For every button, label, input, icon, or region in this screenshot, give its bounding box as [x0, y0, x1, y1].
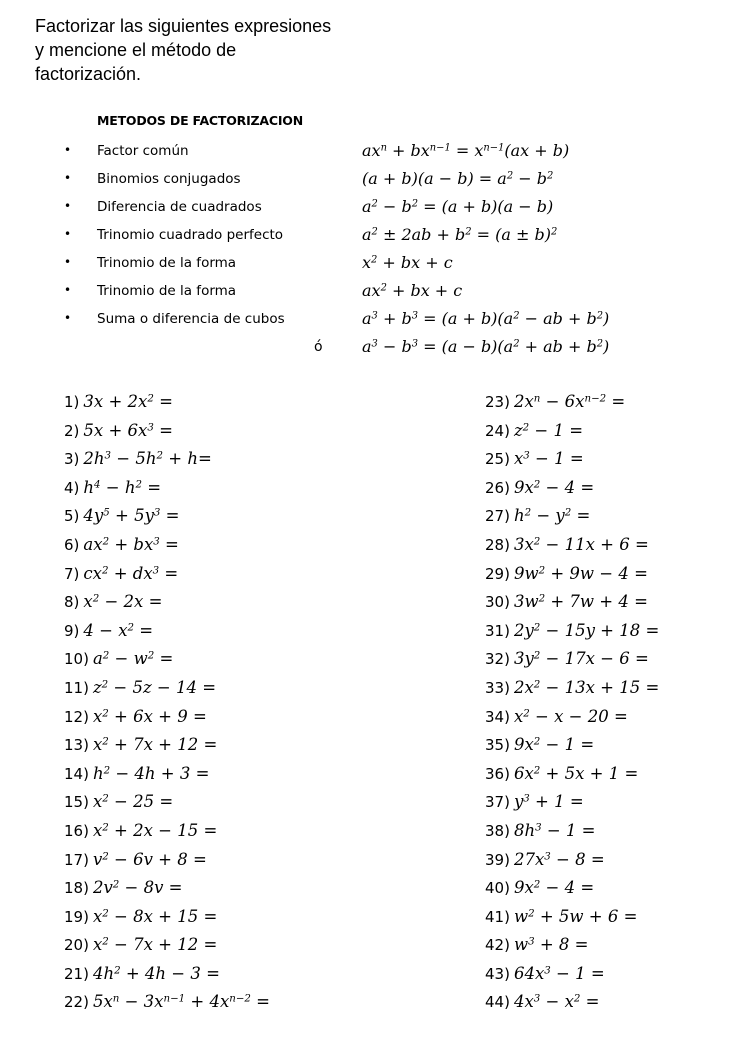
method-name: Factor común: [97, 143, 189, 159]
exercise-item: [64, 707, 270, 736]
exercise-number: 21): [64, 964, 89, 983]
exercise-expression: $2h^3 - 5h^2 + h=$: [83, 449, 212, 469]
instructions-line: Factorizar las siguientes expresiones: [35, 16, 332, 36]
exercise-number: 4): [64, 478, 80, 497]
exercise-expression: $h^2 - y^2$ =: [513, 506, 591, 526]
exercise-item: [64, 535, 270, 564]
exercise-expression: $x^2 - 25$ =: [92, 792, 174, 812]
exercise-number: 20): [64, 936, 89, 955]
method-item: [0, 227, 735, 255]
exercise-item: [64, 935, 270, 964]
exercise-expression: $x^2 + 7x + 12$ =: [92, 735, 218, 755]
exercise-item: [485, 449, 659, 478]
exercise-expression: $4 - x^2$ =: [83, 620, 154, 640]
exercise-item: [64, 821, 270, 850]
exercise-item: [485, 649, 659, 678]
exercise-expression: $2v^2 - 8v$ =: [92, 878, 183, 898]
exercise-expression: $64x^3 - 1$ =: [513, 963, 605, 983]
method-formula: $a^3 + b^3 = (a + b)(a^2$ − ab + $b^2$): [362, 309, 610, 328]
exercise-expression: $z^2 - 5z - 14$ =: [92, 677, 217, 697]
method-formula: $(a + b)(a - b) = a^2 - b^2$: [362, 169, 554, 188]
exercise-expression: $2y^2 - 15y + 18$ =: [513, 620, 660, 640]
exercise-item: [64, 506, 270, 535]
exercise-item: [485, 992, 659, 1021]
exercises-left-column: [64, 392, 270, 1021]
exercise-number: 13): [64, 736, 89, 755]
instructions: [35, 14, 435, 86]
exercise-number: 6): [64, 535, 80, 554]
methods-title: METODOS DE FACTORIZACION: [97, 113, 303, 128]
exercise-expression: $x^3 - 1$ =: [513, 449, 584, 469]
exercise-number: 2): [64, 421, 80, 440]
exercise-item: [485, 535, 659, 564]
method-formula: $a^2 \pm 2ab + b^2 = (a \pm b)^2$: [362, 225, 558, 244]
exercise-item: [64, 621, 270, 650]
exercise-expression: $v^2 - 6v + 8$ =: [92, 849, 207, 869]
method-name: Trinomio de la forma: [97, 255, 237, 271]
exercise-number: 9): [64, 621, 80, 640]
exercise-number: 26): [485, 478, 510, 497]
exercise-number: 17): [64, 850, 89, 869]
exercise-item: [485, 792, 659, 821]
exercise-item: [64, 850, 270, 879]
method-item: [0, 143, 735, 171]
exercise-number: 3): [64, 450, 80, 469]
exercise-number: 33): [485, 678, 510, 697]
exercise-expression: $w^3 + 8$ =: [513, 935, 589, 955]
exercise-expression: $9x^2 - 4$ =: [513, 878, 595, 898]
exercise-item: [64, 992, 270, 1021]
exercise-expression: $9x^2 - 4$ =: [513, 477, 595, 497]
exercise-item: [64, 678, 270, 707]
exercise-item: [485, 821, 659, 850]
method-item: [0, 255, 735, 283]
method-formula: $a^3 - b^3 = (a - b)(a^2$ + ab + $b^2$): [362, 337, 610, 356]
exercise-expression: $x^2 + 6x + 9$ =: [92, 706, 207, 726]
exercise-expression: $3w^2 + 7w + 4$ =: [513, 592, 648, 612]
exercise-item: [64, 764, 270, 793]
exercise-number: 44): [485, 993, 510, 1012]
bullet-icon: •: [64, 171, 72, 185]
exercise-expression: $x^2 + 2x - 15$ =: [92, 820, 218, 840]
exercise-item: [485, 907, 659, 936]
method-item: [0, 283, 735, 311]
exercise-number: 42): [485, 936, 510, 955]
exercise-expression: $3y^2 - 17x - 6$ =: [513, 649, 649, 669]
exercise-number: 39): [485, 850, 510, 869]
method-item-alternate: [0, 339, 735, 367]
exercise-number: 32): [485, 650, 510, 669]
exercise-item: [485, 592, 659, 621]
exercise-number: 29): [485, 564, 510, 583]
exercise-item: [64, 592, 270, 621]
exercise-expression: $2x^2 - 13x + 15$ =: [513, 677, 660, 697]
method-formula: $a^2 - b^2 = (a + b)(a - b)$: [362, 197, 554, 216]
exercise-item: [64, 735, 270, 764]
exercise-number: 25): [485, 450, 510, 469]
exercise-item: [64, 878, 270, 907]
exercise-expression: $x^2 - 2x$ =: [83, 592, 163, 612]
exercise-number: 35): [485, 736, 510, 755]
exercises-right-column: [485, 392, 659, 1021]
exercise-item: [64, 907, 270, 936]
exercise-expression: $9x^2 - 1$ =: [513, 735, 595, 755]
method-formula: $ax^n + bx^{n-1} = x^{n-1}(ax + b)$: [362, 141, 570, 160]
exercise-number: 1): [64, 393, 80, 411]
method-name: Suma o diferencia de cubos: [97, 311, 285, 327]
bullet-icon: •: [64, 199, 72, 213]
exercise-item: [485, 392, 659, 421]
exercise-number: 40): [485, 879, 510, 898]
exercise-number: 38): [485, 821, 510, 840]
exercise-item: [485, 735, 659, 764]
exercise-expression: $y^3 + 1$ =: [513, 792, 584, 812]
method-name: Trinomio de la forma: [97, 283, 237, 299]
exercise-expression: $27x^3 - 8$ =: [513, 849, 605, 869]
exercise-item: [64, 649, 270, 678]
exercise-number: 18): [64, 879, 89, 898]
exercise-expression: $3x^2 - 11x + 6$ =: [513, 534, 649, 554]
exercise-expression: $h^4 - h^2$ =: [83, 477, 162, 497]
exercise-item: [64, 964, 270, 993]
exercise-expression: $a^2 - w^2$ =: [92, 649, 174, 669]
exercise-item: [485, 478, 659, 507]
method-item: [0, 171, 735, 199]
exercise-expression: $x^2 - x - 20$ =: [513, 706, 628, 726]
method-item: [0, 199, 735, 227]
method-formula: $x^2$ + bx + c: [362, 253, 453, 272]
exercise-item: [485, 506, 659, 535]
exercise-number: 14): [64, 764, 89, 783]
exercise-number: 30): [485, 593, 510, 612]
exercise-expression: $h^2 - 4h + 3$ =: [92, 763, 210, 783]
exercise-item: [64, 392, 270, 421]
exercise-number: 22): [64, 993, 89, 1012]
exercise-number: 27): [485, 507, 510, 526]
method-name: Diferencia de cuadrados: [97, 199, 262, 215]
exercise-number: 31): [485, 621, 510, 640]
exercise-number: 28): [485, 535, 510, 554]
exercise-expression: $4h^2 + 4h - 3$ =: [92, 963, 220, 983]
exercise-item: [485, 421, 659, 450]
exercise-number: 10): [64, 650, 89, 669]
exercise-number: 23): [485, 393, 510, 411]
exercise-number: 24): [485, 421, 510, 440]
exercise-number: 5): [64, 507, 80, 526]
exercise-expression: $8h^3 - 1$ =: [513, 820, 596, 840]
exercise-expression: $5x + 6x^3$ =: [83, 420, 173, 440]
exercise-item: [64, 792, 270, 821]
bullet-icon: •: [64, 283, 72, 297]
exercise-number: 37): [485, 793, 510, 812]
exercise-item: [485, 764, 659, 793]
exercise-item: [64, 449, 270, 478]
exercise-number: 11): [64, 678, 89, 697]
exercise-number: 19): [64, 907, 89, 926]
exercise-expression: $x^2 - 8x + 15$ =: [92, 906, 218, 926]
exercise-expression: $2x^n - 6x^{n-2}$ =: [513, 392, 626, 411]
method-item: [0, 311, 735, 339]
exercise-item: [485, 964, 659, 993]
exercise-item: [485, 621, 659, 650]
exercise-item: [64, 478, 270, 507]
exercise-item: [64, 421, 270, 450]
bullet-icon: •: [64, 255, 72, 269]
exercise-number: 7): [64, 564, 80, 583]
exercise-expression: $3x + 2x^2$ =: [83, 392, 173, 411]
bullet-icon: •: [64, 143, 72, 157]
exercise-number: 12): [64, 707, 89, 726]
method-alternate-prefix: ó: [314, 339, 323, 355]
exercise-expression: $ax^2 + bx^3$ =: [83, 534, 179, 554]
instructions-line: y mencione el método de: [35, 40, 237, 60]
exercise-expression: $4x^3 - x^2$ =: [513, 992, 600, 1012]
exercise-expression: $z^2 - 1$ =: [513, 420, 584, 440]
exercise-expression: $5x^n - 3x^{n-1} + 4x^{n-2}$ =: [92, 992, 270, 1012]
exercise-item: [485, 564, 659, 593]
exercise-expression: $9w^2 + 9w - 4$ =: [513, 563, 648, 583]
exercise-item: [485, 678, 659, 707]
exercise-item: [485, 850, 659, 879]
exercise-item: [485, 878, 659, 907]
exercise-number: 36): [485, 764, 510, 783]
exercise-expression: $cx^2 + dx^3$ =: [83, 563, 179, 583]
exercise-number: 15): [64, 793, 89, 812]
exercise-expression: $x^2 - 7x + 12$ =: [92, 935, 218, 955]
exercise-expression: $6x^2 + 5x + 1$ =: [513, 763, 639, 783]
method-formula: $ax^2$ + bx + c: [362, 281, 463, 300]
bullet-icon: •: [64, 311, 72, 325]
exercise-number: 8): [64, 593, 80, 612]
exercise-number: 43): [485, 964, 510, 983]
exercise-item: [485, 935, 659, 964]
exercise-item: [485, 707, 659, 736]
exercise-number: 41): [485, 907, 510, 926]
exercise-number: 16): [64, 821, 89, 840]
exercise-expression: $w^2 + 5w + 6$ =: [513, 906, 638, 926]
method-name: Trinomio cuadrado perfecto: [97, 227, 284, 243]
exercise-number: 34): [485, 707, 510, 726]
exercise-item: [64, 564, 270, 593]
instructions-line: factorización.: [35, 64, 142, 84]
method-name: Binomios conjugados: [97, 171, 241, 187]
exercise-expression: $4y^5 + 5y^3$ =: [83, 506, 180, 526]
bullet-icon: •: [64, 227, 72, 241]
